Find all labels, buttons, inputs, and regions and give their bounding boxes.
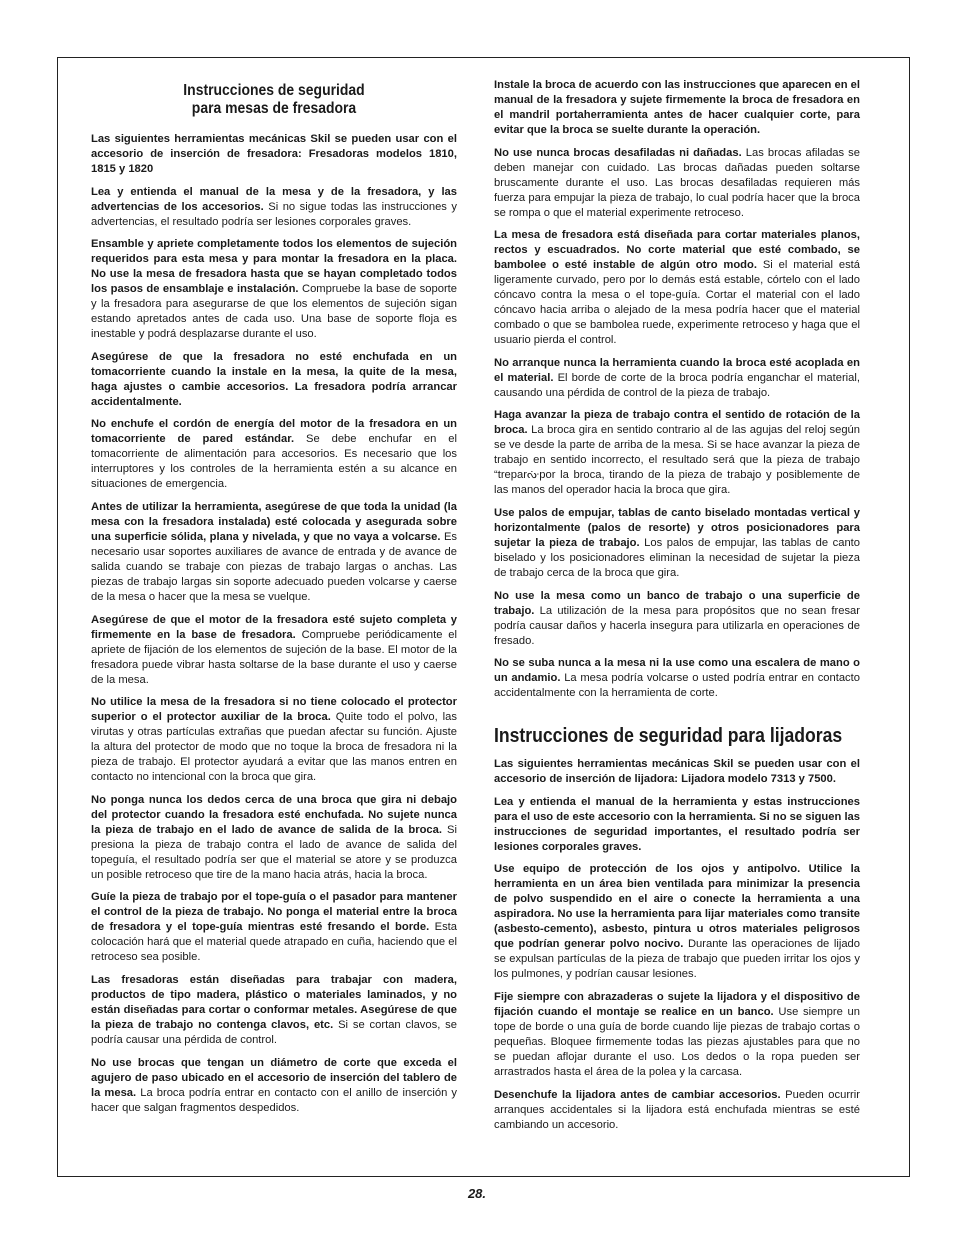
paragraph-body: Compruebe periódicamente el apriete de fijación de los elementos de sujeción de la base. El motor de la fresadora puede vibrar hasta soltarse de la base durante el uso y caerse de la mesa.: [91, 628, 457, 686]
left-column: [91, 78, 457, 1123]
page-number: 28.: [467, 1186, 487, 1201]
paragraph-body: Compruebe la base de soporte y la fresadora para asegurarse de que los elementos de sujeción sigan estando apretados antes de cada uso. Una base de soporte floja es inestable y podrá desplazarse durante el uso.: [91, 283, 457, 341]
paragraph-bold-lead: No arranque nunca la herramienta cuando la broca esté acoplada en el material.: [494, 356, 860, 384]
paragraph-body: Si el material está ligeramente curvado, pero por lo demás está estable, córtelo con el lado cóncavo contra la mesa o el tope-guía. Cortar el material con el lado cóncavo hacia arriba o alejado de la mesa podría hacer que el material combado o que se bambolea ruede, experimente retroceso y haga que el usuario pierda el control.: [494, 259, 860, 347]
paragraph-bold-lead: Desenchufe la lijadora antes de cambiar accesorios.: [494, 1088, 781, 1101]
paragraph-bold-lead: No ponga nunca los dedos cerca de una broca que gira ni debajo del protector cuando la fresadora esté enchufada. No sujete nunca la pieza de trabajo en el lado de avance de salida de la broca.: [91, 793, 457, 836]
safety-paragraph: [91, 132, 457, 177]
paragraph-body: La mesa podría volcarse o usted podría entrar en contacto accidentalmente con la herramienta de corte.: [494, 672, 860, 700]
paragraph-bold-lead: Las siguientes herramientas mecánicas Skil se pueden usar con el accesorio de inserción de lijadora: Lijadora modelo 7313 y 7500.: [494, 758, 860, 786]
safety-paragraph: [91, 417, 457, 492]
paragraph-bold-lead: No use brocas que tengan un diámetro de corte que exceda el agujero de paso ubicado en el accesorio de inserción del tablero de la mesa.: [91, 1056, 457, 1099]
paragraph-bold-lead: Lea y entienda el manual de la mesa y de la fresadora, y las advertencias de los accesorios.: [91, 185, 457, 213]
paragraph-bold-lead: Asegúrese de que el motor de la fresadora esté sujeto completa y firmemente en la base de fresadora.: [91, 613, 457, 641]
safety-paragraph: [494, 408, 860, 498]
paragraph-bold-lead: No se suba nunca a la mesa ni la use como una escalera de mano o un andamio.: [494, 657, 860, 685]
sander-paragraphs: [494, 757, 860, 1132]
paragraph-bold-lead: Fije siempre con abrazaderas o sujete la lijadora y el dispositivo de fijación cuando el montaje se realice en un banco.: [494, 990, 860, 1018]
safety-paragraph: [91, 695, 457, 785]
sander-section-title: Instrucciones de seguridad para lijadoras: [494, 725, 843, 748]
paragraph-bold-lead: No use nunca brocas desafiladas ni dañadas.: [494, 146, 742, 159]
paragraph-body: Pueden ocurrir arranques accidentales si la lijadora está enchufada mientras se esté cambiando un accesorio.: [494, 1088, 860, 1131]
paragraph-body: Los palos de empujar, las tablas de canto biselado y los posicionadores eliminan la necesidad de sujetar la pieza de trabajo cerca de la broca que gira.: [494, 536, 860, 579]
paragraph-body: La broca gira en sentido contrario al de las agujas del reloj según se ve desde la parte de arriba de la mesa. Si se hace avanzar la pieza de trabajo en sentido incorrecto, el resultado será que la pieza de trabajo “treparᔠpor la broca, tirando de la pieza de trabajo y posiblemente de las manos del operador hacia la broca que gira.: [494, 424, 860, 497]
paragraph-body: La broca podría entrar en contacto con el anillo de inserción y hacer que salgan fragmentos despedidos.: [91, 1086, 457, 1114]
paragraph-body: Las brocas afiladas se deben manejar con cuidado. Las brocas dañadas pueden soltarse bruscamente durante el uso. Las brocas desafiladas requieren más fuerza para empujar la pieza de trabajo, lo cual podría hacer que la broca se rompa o que el material experimente retroceso.: [494, 146, 860, 219]
paragraph-body: Es necesario usar soportes auxiliares de avance de entrada y de avance de salida cuando se trabaje con piezas de trabajo largas o anchas. Las piezas de trabajo largas sin soporte adecuado pueden volcarse y caerse de la mesa o hacer que la mesa se vuelque.: [91, 530, 457, 603]
safety-paragraph: [494, 990, 860, 1080]
safety-paragraph: [91, 890, 457, 965]
paragraph-bold-lead: Ensamble y apriete completamente todos los elementos de sujeción requeridos para esta mesa y para montar la fresadora en la placa. No use la mesa de fresadora hasta que se hayan completado todos los pasos de ensamblaje e instalación.: [91, 238, 457, 296]
safety-paragraph: [91, 613, 457, 688]
paragraph-body: El borde de corte de la broca podría enganchar el material, causando una pérdida de control de la pieza de trabajo.: [494, 371, 860, 399]
paragraph-bold-lead: Use palos de empujar, tablas de canto biselado montadas vertical y horizontalmente (palos de resorte) y otros posicionadores para sujetar la pieza de trabajo.: [494, 506, 860, 549]
paragraph-bold-lead: Instale la broca de acuerdo con las instrucciones que aparecen en el manual de la fresadora y sujete firmemente la broca de fresadora en el mandril portaherramienta antes de hacer cualquier corte, para evitar que la broca se suelte durante la operación.: [494, 79, 860, 136]
right-column: [494, 78, 860, 1140]
safety-paragraph: [494, 228, 860, 348]
paragraph-bold-lead: Use equipo de protección de los ojos y antipolvo. Utilice la herramienta en un área bien ventilada para minimizar la presencia de polvo suspendido en el aire o conecte la herramienta a una aspiradora. No use la herramienta para lijar materiales como transite (asbesto-cemento), asbesto, pintura u otros materiales peligrosos que podrían generar polvo nocivo.: [494, 863, 860, 951]
paragraph-body: Esta colocación hará que el material quede atrapado en cuña, haciendo que el retroceso sea posible.: [91, 921, 457, 964]
paragraph-bold-lead: Lea y entienda el manual de la herramienta y estas instrucciones para el uso de este accesorio con la herramienta. Si no se siguen las instrucciones de seguridad importantes, el resultado podría ser lesiones corporales graves.: [494, 795, 860, 853]
safety-paragraph: [494, 862, 860, 982]
router-title-line2: para mesas de fresadora: [191, 100, 357, 117]
safety-paragraph: [91, 185, 457, 230]
paragraph-body: Se debe enchufar en el tomacorriente de alimentación para accesorios. Es necesario que los interruptores y los controles de la herramienta estén a su alcance en situaciones de emergencia.: [91, 433, 457, 491]
paragraph-body: Si presiona la pieza de trabajo contra el lado de avance de salida del topeguía, el resultado podría ser que el material se atore y se produzca un posible retroceso que tire de la mano hacia atrás, hacia la broca.: [91, 823, 458, 881]
paragraph-bold-lead: Guíe la pieza de trabajo por el tope-guía o el pasador para mantener el control de la pieza de trabajo. No ponga el material entre la broca de fresadora y el tope-guía mientras esté fresando el borde.: [91, 891, 457, 934]
paragraph-body: Si se cortan clavos, se podría causar una pérdida de control.: [91, 1018, 457, 1046]
paragraph-bold-lead: No enchufe el cordón de energía del motor de la fresadora en un tomacorriente de pared estándar.: [91, 418, 457, 446]
safety-paragraph: [494, 78, 860, 138]
router-title-line1: Instrucciones de seguridad: [183, 82, 365, 99]
paragraph-bold-lead: Asegúrese de que la fresadora no esté enchufada en un tomacorriente cuando la instale en la mesa, la quite de la mesa, haga ajustes o cambie accesorios. La fresadora podría arrancar accidentalmente.: [91, 350, 457, 408]
paragraph-bold-lead: No use la mesa como un banco de trabajo o una superficie de trabajo.: [494, 589, 860, 617]
safety-paragraph: [494, 656, 860, 701]
paragraph-bold-lead: Las siguientes herramientas mecánicas Skil se pueden usar con el accesorio de inserción de fresadora: Fresadoras modelos 1810, 1815 y 1820: [91, 133, 457, 175]
paragraph-bold-lead: No utilice la mesa de la fresadora si no tiene colocado el protector superior o el protector auxiliar de la broca.: [91, 696, 457, 724]
paragraph-bold-lead: Haga avanzar la pieza de trabajo contra el sentido de rotación de la broca.: [494, 409, 860, 437]
paragraph-bold-lead: Antes de utilizar la herramienta, asegúrese de que toda la unidad (la mesa con la fresadora instalada) esté colocada y asegurada sobre una superficie sólida, plana y nivelada, y que no vaya a volcarse.: [91, 500, 457, 543]
safety-paragraph: [494, 506, 860, 581]
safety-paragraph: [494, 795, 860, 855]
safety-paragraph: [91, 350, 457, 410]
safety-paragraph: [91, 237, 457, 342]
safety-paragraph: [91, 973, 457, 1048]
router-continued-paragraphs: [494, 78, 860, 701]
safety-paragraph: [494, 589, 860, 649]
safety-paragraph: [91, 1056, 457, 1116]
router-paragraphs: [91, 132, 457, 1116]
paragraph-bold-lead: La mesa de fresadora está diseñada para cortar materiales planos, rectos y escuadrados. No corte material que esté combado, se bambolee o esté instable de algún otro modo.: [494, 229, 860, 272]
paragraph-body: Use siempre un tope de borde o una guía de borde cuando lije piezas de trabajo cortas o pequeñas. Bloquee firmemente todas las piezas ajustables para que no se puedan aflojar durante el uso. Los dedos o la ropa pueden ser arrastrados hasta el área de la polea y la carcasa.: [494, 1005, 860, 1078]
safety-paragraph: [494, 146, 860, 221]
safety-paragraph: [494, 757, 860, 787]
paragraph-body: Si no sigue todas las instrucciones y advertencias, el resultado podría ser lesiones corporales graves.: [91, 200, 457, 228]
safety-paragraph: [91, 793, 457, 883]
safety-paragraph: [494, 356, 860, 401]
paragraph-body: Quite todo el polvo, las virutas y otras partículas extrañas que puedan afectar su función. Ajuste la altura del protector de modo que no toque la broca de fresadora ni la pieza de trabajo. El protector ayudará a evitar que las manos entren en contacto no intencional con la broca que gira.: [91, 711, 457, 784]
paragraph-body: Durante las operaciones de lijado se expulsan partículas de la pieza de trabajo que pueden irritar los ojos y los pulmones, y podrían causar lesiones.: [494, 938, 860, 981]
safety-paragraph: [91, 500, 457, 605]
router-section-title: [109, 82, 438, 118]
safety-paragraph: [494, 1088, 860, 1133]
paragraph-bold-lead: Las fresadoras están diseñadas para trabajar con madera, productos de tipo madera, plástico o materiales laminados, y no están diseñadas para cortar o conformar metales. Asegúrese de que la pieza de trabajo no contenga clavos, etc.: [91, 973, 457, 1031]
paragraph-body: La utilización de la mesa para propósitos que no sean fresar podría causar daños y hacerla insegura para utilizarla en operaciones de fresado.: [494, 604, 860, 647]
